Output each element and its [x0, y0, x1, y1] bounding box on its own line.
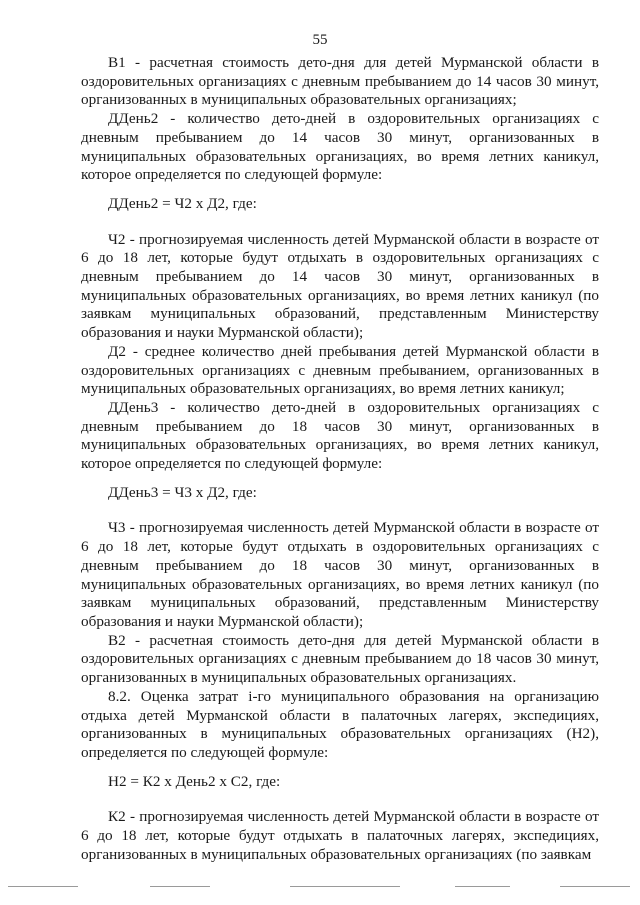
footer-divider-mid-left	[150, 886, 210, 887]
formula-dden2: ДДень2 = Ч2 х Д2, где:	[108, 194, 257, 212]
footer-divider-center	[290, 886, 400, 887]
document-body	[81, 54, 599, 864]
footer-divider-right	[560, 886, 630, 887]
formula-n2: Н2 = К2 х День2 х С2, где:	[108, 772, 281, 790]
footer-divider-left	[8, 886, 78, 887]
paragraph-ch3-definition: Ч3 - прогнозируемая численность детей Мурманской области в возрасте от 6 до 18 лет, которые будут отдыхать в оздоровительных организациях с дневным пребыванием до 18 часов 30 минут, организованных в муниципальных образовательных организациях, во время летних каникул (по заявкам муниципальных образований, представленным Министерству образования и науки Мурманской области);	[81, 519, 599, 630]
paragraph-v2-definition: В2 - расчетная стоимость дето-дня для детей Мурманской области в оздоровительных организациях с дневным пребыванием до 18 часов 30 минут, организованных в муниципальных образовательных организациях.	[81, 631, 599, 687]
paragraph-v1-definition: В1 - расчетная стоимость дето-дня для детей Мурманской области в оздоровительных организациях с дневным пребыванием до 14 часов 30 минут, организованных в муниципальных образовательных организациях;	[81, 54, 599, 109]
paragraph-ch2-definition: Ч2 - прогнозируемая численность детей Мурманской области в возрасте от 6 до 18 лет, которые будут отдыхать в оздоровительных организациях с дневным пребыванием до 14 часов 30 минут, организованных в муниципальных образовательных организациях, во время летних каникул (по заявкам муниципальных образований, представленным Министерству образования и науки Мурманской области);	[81, 230, 599, 342]
page-number: 55	[312, 32, 328, 48]
footer-divider-mid-right	[455, 886, 510, 887]
paragraph-k2-definition: К2 - прогнозируемая численность детей Мурманской области в возрасте от 6 до 18 лет, которые будут отдыхать в палаточных лагерях, экспедициях, организованных в муниципальных образовательных организациях (по заявкам	[81, 808, 599, 863]
paragraph-dden2-definition: ДДень2 - количество дето-дней в оздоровительных организациях с дневным пребыванием до 14 часов 30 минут, организованных в муниципальных образовательных организациях, во время летних каникул, которое определяется по следующей формуле:	[81, 110, 599, 184]
paragraph-section-8-2: 8.2. Оценка затрат i-го муниципального образования на организацию отдыха детей Мурманской области в палаточных лагерях, экспедициях, организованных в муниципальных образовательных организациях (Н2), определяется по следующей формуле:	[81, 687, 599, 761]
paragraph-dden3-definition: ДДень3 - количество дето-дней в оздоровительных организациях с дневным пребыванием до 18 часов 30 минут, организованных в муниципальных образовательных организациях, во время летних каникул, которое определяется по следующей формуле:	[81, 398, 599, 473]
paragraph-d2-definition: Д2 - среднее количество дней пребывания детей Мурманской области в оздоровительных организациях с дневным пребыванием, организованных в муниципальных образовательных организациях, во время летних каникул;	[81, 342, 599, 398]
formula-dden3: ДДень3 = Ч3 х Д2, где:	[108, 483, 257, 501]
